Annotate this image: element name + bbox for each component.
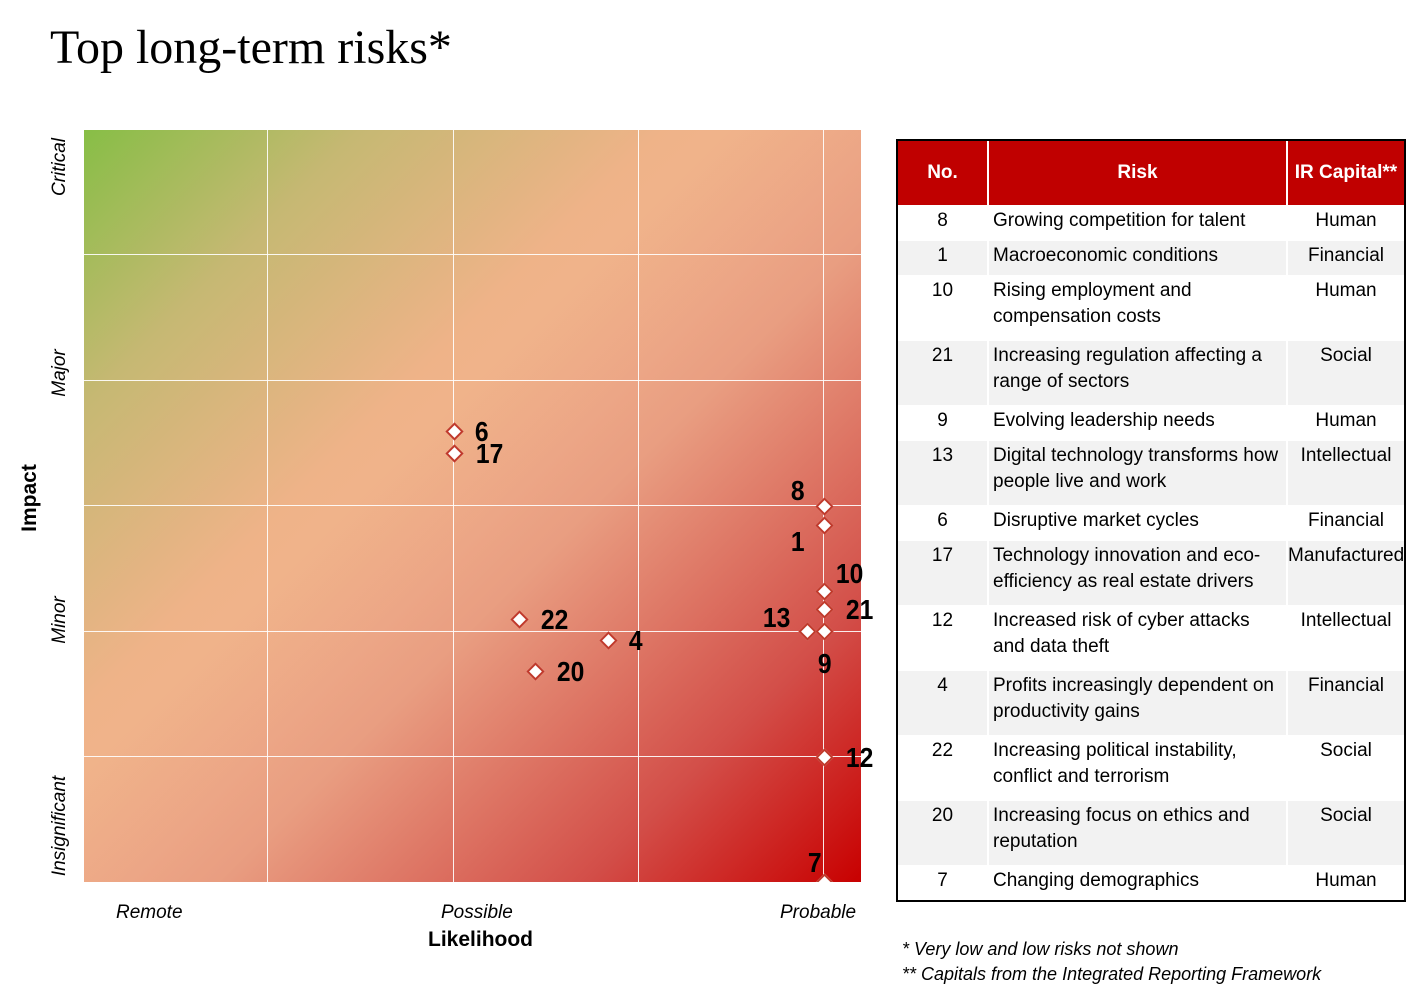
cell-risk: Increasing focus on ethics and reputation <box>989 801 1288 865</box>
cell-capital: Intellectual <box>1300 445 1392 466</box>
cell-no: 12 <box>898 606 989 670</box>
cell-risk: Technology innovation and eco-efficiency as real estate drivers <box>989 541 1288 605</box>
table-row <box>898 205 1404 240</box>
risk-point-label: 13 <box>763 602 791 634</box>
cell-risk: Increasing regulation affecting a range of sectors <box>989 341 1288 405</box>
cell-risk: Increasing political instability, conflict and terrorism <box>989 736 1288 800</box>
risk-point-label: 20 <box>557 656 585 688</box>
table-row <box>898 605 1404 670</box>
cell-risk: Disruptive market cycles <box>989 506 1288 540</box>
risk-point-label: 8 <box>790 475 805 506</box>
risk-point-marker <box>599 631 617 649</box>
cell-no: 9 <box>898 406 989 440</box>
table-body <box>898 205 1404 900</box>
cell-no: 22 <box>898 736 989 800</box>
risk-point-marker <box>510 610 528 628</box>
cell-no: 21 <box>898 341 989 405</box>
cell-capital: Social <box>1320 805 1372 826</box>
risk-point-marker <box>445 445 463 463</box>
cell-capital: Social <box>1320 345 1372 366</box>
cell-no: 6 <box>898 506 989 540</box>
header-capital: IR Capital** <box>1294 162 1398 183</box>
y-tick-critical: Critical <box>49 137 70 197</box>
x-tick-remote: Remote <box>116 902 183 923</box>
risk-point-marker <box>815 497 833 515</box>
y-tick-major: Major <box>49 349 70 397</box>
risk-point-marker <box>815 748 833 766</box>
header-risk: Risk <box>989 141 1288 205</box>
y-axis-label: Impact <box>18 464 41 532</box>
table-row <box>898 800 1404 865</box>
cell-no: 1 <box>898 241 989 275</box>
table-row <box>898 505 1404 540</box>
cell-capital: Human <box>1315 410 1377 431</box>
cell-capital: Financial <box>1307 510 1385 531</box>
y-tick-insignificant: Insignificant <box>49 775 70 877</box>
x-tick-possible: Possible <box>441 902 513 923</box>
table-row <box>898 440 1404 505</box>
cell-risk: Profits increasingly dependent on productivity gains <box>989 671 1288 735</box>
cell-no: 20 <box>898 801 989 865</box>
risk-point-marker <box>799 623 817 641</box>
cell-no: 8 <box>898 206 989 240</box>
cell-risk: Rising employment and compensation costs <box>989 276 1288 340</box>
header-no: No. <box>898 141 989 205</box>
cell-risk: Digital technology transforms how people live and work <box>989 441 1288 505</box>
cell-capital: Human <box>1315 870 1377 891</box>
risk-point-marker <box>815 600 833 618</box>
cell-capital: Manufactured <box>1288 545 1405 566</box>
grid-line-vertical <box>267 130 268 882</box>
cell-capital: Financial <box>1307 245 1385 266</box>
page-title: Top long-term risks* <box>50 21 452 74</box>
risk-point-marker <box>527 663 545 681</box>
x-tick-probable: Probable <box>780 902 857 923</box>
grid-line-horizontal <box>84 505 861 506</box>
risk-point-label: 10 <box>835 558 864 590</box>
table-row <box>898 865 1404 900</box>
y-tick-minor: Minor <box>49 596 70 644</box>
risk-point-label: 22 <box>540 603 569 635</box>
grid-line-horizontal <box>84 254 861 255</box>
cell-risk: Growing competition for talent <box>989 206 1288 240</box>
cell-risk: Increased risk of cyber attacks and data theft <box>989 606 1288 670</box>
footnote-1: * Very low and low risks not shown <box>902 939 1179 959</box>
risk-point-label: 6 <box>474 415 489 447</box>
risk-point-label: 17 <box>475 438 504 470</box>
risk-point-marker <box>445 422 463 440</box>
table-row <box>898 540 1404 605</box>
grid-line-horizontal <box>84 756 861 757</box>
table-row <box>898 240 1404 275</box>
x-axis-label: Likelihood <box>428 928 533 951</box>
table-header <box>898 141 1404 205</box>
risk-point-label: 1 <box>790 525 805 557</box>
risk-point-label: 21 <box>845 593 874 625</box>
risk-point-label: 9 <box>817 648 832 680</box>
risk-point-marker <box>815 623 833 641</box>
risk-point-label: 7 <box>807 847 822 878</box>
risk-point-label: 4 <box>628 625 643 657</box>
cell-risk: Evolving leadership needs <box>989 406 1288 440</box>
grid-line-vertical <box>453 130 454 882</box>
risk-point-label: 12 <box>845 741 874 773</box>
cell-risk: Changing demographics <box>989 866 1288 900</box>
cell-capital: Social <box>1320 740 1372 761</box>
risk-point-marker <box>815 516 833 534</box>
cell-capital: Human <box>1315 280 1377 301</box>
cell-no: 4 <box>898 671 989 735</box>
risk-matrix-plot <box>84 130 864 882</box>
cell-capital: Intellectual <box>1300 610 1392 631</box>
table-row <box>898 405 1404 440</box>
cell-capital: Human <box>1315 210 1377 231</box>
grid-line-vertical <box>638 130 639 882</box>
cell-no: 17 <box>898 541 989 605</box>
grid-line-horizontal <box>84 631 861 632</box>
risk-table <box>896 139 1406 902</box>
cell-no: 7 <box>898 866 989 900</box>
footnote-2: ** Capitals from the Integrated Reporting Framework <box>902 964 1322 984</box>
table-row <box>898 275 1404 340</box>
cell-no: 10 <box>898 276 989 340</box>
table-row <box>898 340 1404 405</box>
cell-risk: Macroeconomic conditions <box>989 241 1288 275</box>
cell-capital: Financial <box>1307 675 1385 696</box>
cell-no: 13 <box>898 441 989 505</box>
risk-point-marker <box>815 583 833 601</box>
grid-line-horizontal <box>84 380 861 381</box>
table-row <box>898 735 1404 800</box>
table-row <box>898 670 1404 735</box>
